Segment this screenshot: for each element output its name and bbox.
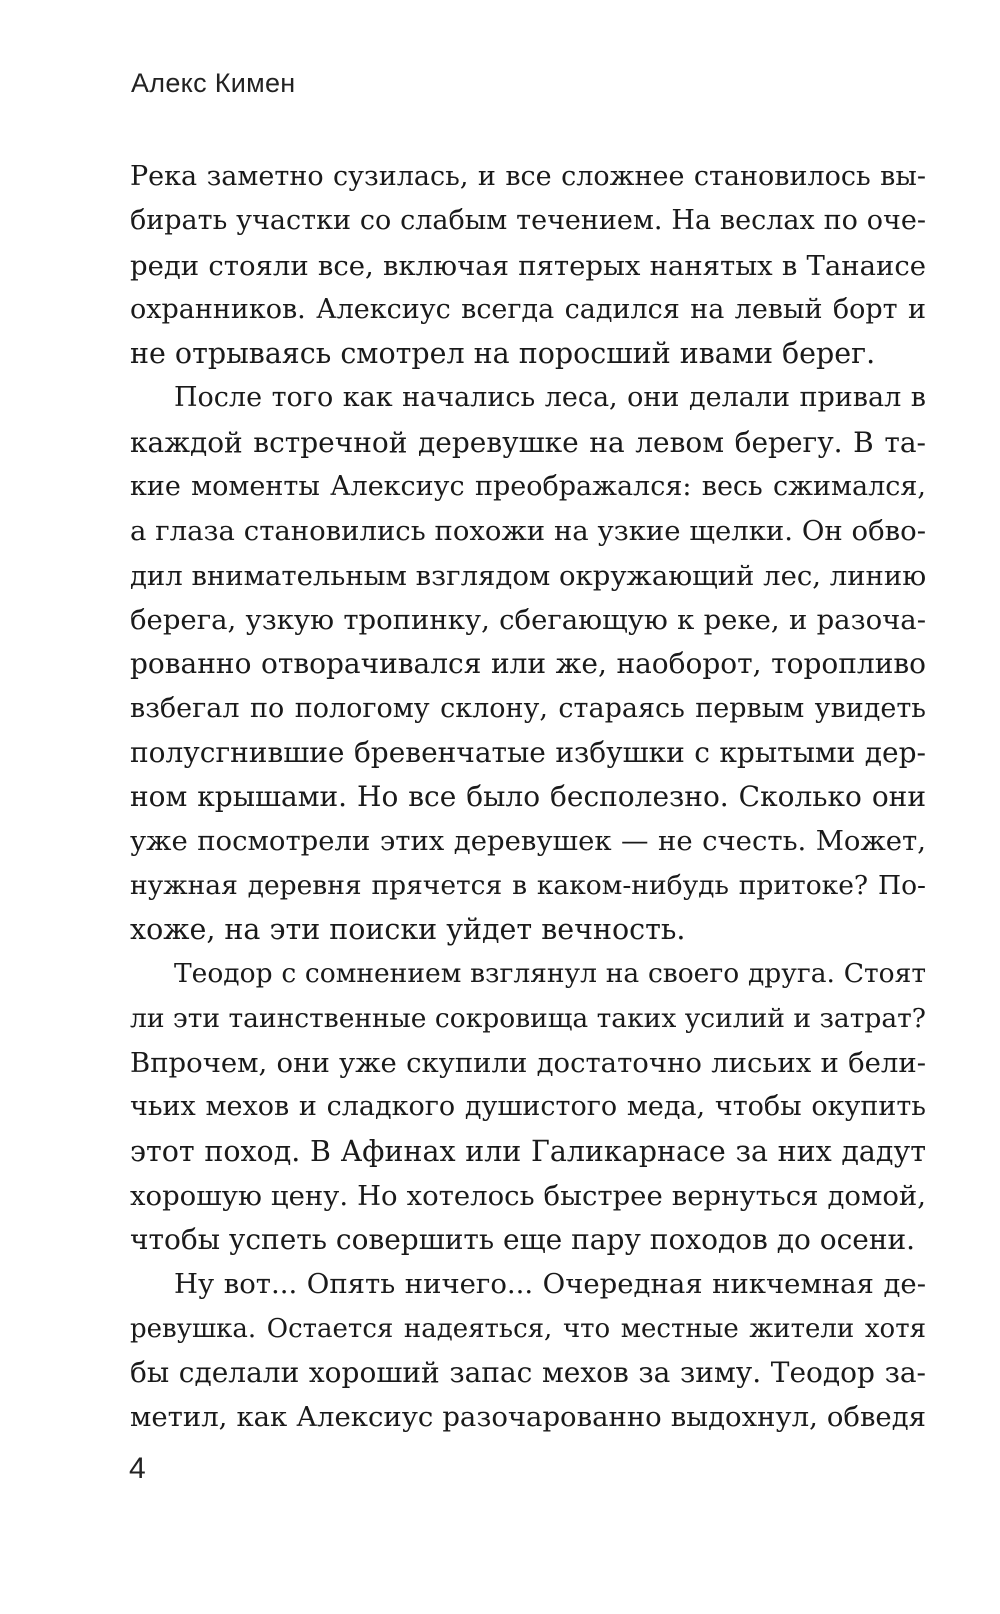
text-line: каждой встречной деревушке на левом берегу. В та- bbox=[130, 425, 926, 459]
text-line: Впрочем, они уже скупили достаточно лисьих и бели- bbox=[130, 1046, 926, 1079]
page-number: 4 bbox=[129, 1452, 146, 1485]
text-line: хоже, на эти поиски уйдет вечность. bbox=[130, 913, 686, 947]
text-line: чьих мехов и сладкого душистого меда, чтобы окупить bbox=[130, 1091, 926, 1123]
text-line: нужная деревня прячется в каком-нибудь притоке? По- bbox=[130, 869, 926, 901]
text-line: бирать участки со слабым течением. На веслах по оче- bbox=[130, 205, 926, 237]
text-line: охранников. Алексиус всегда садился на левый борт и bbox=[130, 293, 926, 325]
text-line: полусгнившие бревенчатые избушки с крытыми дер- bbox=[130, 735, 926, 769]
running-header-author: Алекс Кимен bbox=[131, 68, 296, 98]
text-line: а глаза становились похожи на узкие щелки. Он обво- bbox=[130, 515, 926, 548]
text-line: не отрываясь смотрел на поросший ивами берег. bbox=[130, 337, 876, 371]
text-line: Ну вот... Опять ничего... Очередная никчемная де- bbox=[174, 1268, 926, 1301]
text-line: хорошую цену. Но хотелось быстрее вернуться домой, bbox=[130, 1179, 926, 1212]
paragraph bbox=[130, 376, 926, 952]
body-text bbox=[130, 155, 926, 1440]
text-line: уже посмотрели этих деревушек — не счесть. Может, bbox=[130, 825, 926, 858]
text-line: дил внимательным взглядом окружающий лес, линию bbox=[130, 559, 926, 592]
text-line: кие моменты Алексиус преображался: весь сжимался, bbox=[130, 471, 926, 503]
paragraph bbox=[130, 952, 926, 1262]
text-line: метил, как Алексиус разочарованно выдохнул, обведя bbox=[130, 1401, 926, 1434]
text-line: бы сделали хороший запас мехов за зиму. Теодор за- bbox=[130, 1356, 926, 1390]
text-line: чтобы успеть совершить еще пару походов до осени. bbox=[130, 1223, 916, 1257]
paragraph bbox=[130, 155, 926, 376]
text-line: ревушка. Остается надеяться, что местные жители хотя bbox=[130, 1313, 926, 1344]
text-line: ли эти таинственные сокровища таких усилий и затрат? bbox=[130, 1002, 926, 1034]
paragraph bbox=[130, 1262, 926, 1439]
text-line: взбегал по пологому склону, стараясь первым увидеть bbox=[130, 692, 926, 724]
text-line: ном крышами. Но все было бесполезно. Сколько они bbox=[130, 780, 926, 814]
text-line: этот поход. В Афинах или Галикарнасе за них дадут bbox=[130, 1134, 926, 1168]
text-line: Река заметно сузилась, и все сложнее становилось вы- bbox=[130, 161, 926, 192]
text-line: Теодор с сомнением взглянул на своего друга. Стоят bbox=[174, 958, 926, 990]
text-line: рованно отворачивался или же, наоборот, торопливо bbox=[130, 647, 926, 681]
text-line: берега, узкую тропинку, сбегающую к реке, и разоча- bbox=[130, 603, 926, 636]
text-line: реди стояли все, включая пятерых нанятых в Танаисе bbox=[130, 249, 926, 282]
text-line: После того как начались леса, они делали привал в bbox=[174, 382, 926, 414]
